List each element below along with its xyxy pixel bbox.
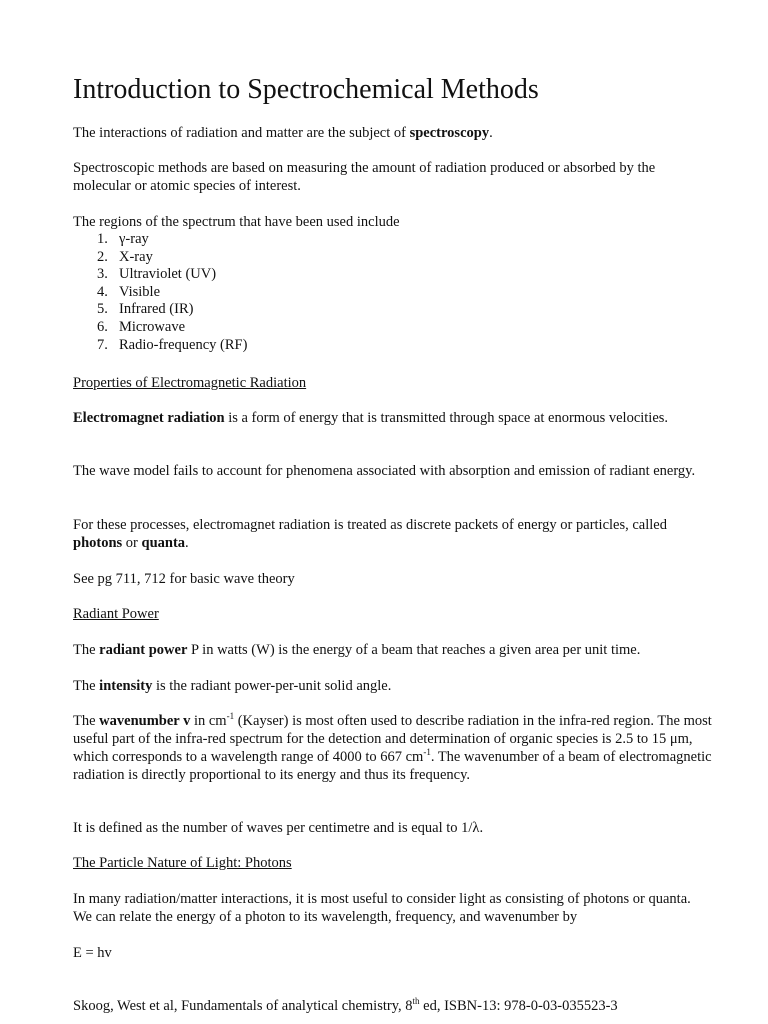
regions-list bbox=[73, 231, 247, 354]
wn-sup-1: -1 bbox=[226, 711, 235, 721]
particle-paragraph: In many radiation/matter interactions, it is most useful to consider light as consisting of photons or quanta. We can relate the energy of a photon to its wavelength, frequency, and wavenumber by bbox=[73, 891, 691, 925]
section-heading-radiant-power: Radiant Power bbox=[73, 606, 159, 622]
regions-intro: The regions of the spectrum that have been used include bbox=[73, 214, 400, 230]
reference bbox=[73, 997, 713, 1015]
list-label: Infrared (IR) bbox=[119, 301, 194, 318]
packets-text: For these processes, electromagnet radiation is treated as discrete packets of energy or particles, called bbox=[73, 517, 667, 533]
list-item bbox=[73, 301, 247, 319]
list-number: 5. bbox=[97, 301, 108, 318]
list-item bbox=[73, 266, 247, 284]
intensity-paragraph bbox=[73, 677, 713, 695]
intro-text: The interactions of radiation and matter are the subject of bbox=[73, 125, 410, 141]
rp-the: The bbox=[73, 642, 100, 658]
wn-the: The bbox=[73, 713, 100, 729]
wave-model-paragraph: The wave model fails to account for phenomena associated with absorption and emission of radiant energy. bbox=[73, 463, 696, 479]
methods-paragraph: Spectroscopic methods are based on measuring the amount of radiation produced or absorbed by the molecular or atomic species of interest. bbox=[73, 160, 656, 194]
wn-term: wavenumber v bbox=[99, 713, 191, 729]
list-label: γ-ray bbox=[119, 231, 149, 247]
em-paragraph bbox=[73, 409, 713, 427]
section-heading-particle: The Particle Nature of Light: Photons bbox=[73, 855, 292, 871]
int-term: intensity bbox=[99, 678, 153, 694]
wn-text-c: . The wavenumber of a beam of electromagnetic radiation is directly proportional to its energy and thus its frequency. bbox=[73, 749, 712, 783]
list-label: Microwave bbox=[119, 318, 186, 335]
radiant-power-paragraph bbox=[73, 641, 713, 659]
list-number: 1. bbox=[97, 231, 108, 247]
rp-term: radiant power bbox=[99, 642, 188, 658]
wn-text-b: (Kayser) is most often used to describe radiation in the infra-red region. The most useful part of the infra-red spectrum for the detection and determination of organic species is 2.5 to 15 μm, which corresponds to a wavelength range of 4000 to 667 cm bbox=[73, 713, 712, 765]
list-label: Ultraviolet (UV) bbox=[119, 266, 217, 283]
list-label: Visible bbox=[119, 283, 161, 300]
list-label: X-ray bbox=[119, 248, 153, 265]
reference-text-b: ed, ISBN-13: 978-0-03-035523-3 bbox=[419, 998, 618, 1014]
reference-sup: th bbox=[412, 996, 420, 1006]
quanta-term: quanta bbox=[141, 535, 186, 551]
list-item bbox=[73, 249, 247, 267]
int-text: is the radiant power-per-unit solid angle. bbox=[152, 678, 392, 694]
list-number: 6. bbox=[97, 318, 108, 335]
list-number: 4. bbox=[97, 283, 108, 300]
list-number: 2. bbox=[97, 248, 108, 265]
em-term: Electromagnet radiation bbox=[73, 410, 225, 426]
intro-end: . bbox=[489, 125, 493, 141]
list-number: 3. bbox=[97, 266, 108, 283]
list-label: Radio-frequency (RF) bbox=[119, 336, 248, 353]
reference-text-a: Skoog, West et al, Fundamentals of analytical chemistry, 8 bbox=[73, 998, 413, 1014]
packets-end: . bbox=[185, 535, 189, 551]
defined-paragraph: It is defined as the number of waves per centimetre and is equal to 1/λ. bbox=[73, 820, 484, 836]
list-item bbox=[73, 231, 247, 249]
list-number: 7. bbox=[97, 336, 108, 353]
equation: E = hv bbox=[73, 945, 112, 961]
page-title: Introduction to Spectrochemical Methods bbox=[73, 74, 539, 105]
intro-term: spectroscopy bbox=[409, 125, 490, 141]
list-item bbox=[73, 319, 247, 337]
list-item bbox=[73, 337, 247, 355]
wn-text-a: in cm bbox=[190, 713, 227, 729]
photons-term: photons bbox=[73, 535, 123, 551]
packets-paragraph bbox=[73, 516, 713, 552]
see-pg-paragraph: See pg 711, 712 for basic wave theory bbox=[73, 571, 295, 587]
wn-sup-2: -1 bbox=[423, 747, 431, 757]
rp-text: P in watts (W) is the energy of a beam that reaches a given area per unit time. bbox=[187, 642, 641, 658]
section-heading-properties: Properties of Electromagnetic Radiation bbox=[73, 375, 307, 391]
em-text: is a form of energy that is transmitted through space at enormous velocities. bbox=[224, 410, 669, 426]
list-item bbox=[73, 284, 247, 302]
wavenumber-paragraph bbox=[73, 712, 713, 784]
intro-paragraph bbox=[73, 124, 713, 142]
int-the: The bbox=[73, 678, 100, 694]
packets-or: or bbox=[122, 535, 142, 551]
